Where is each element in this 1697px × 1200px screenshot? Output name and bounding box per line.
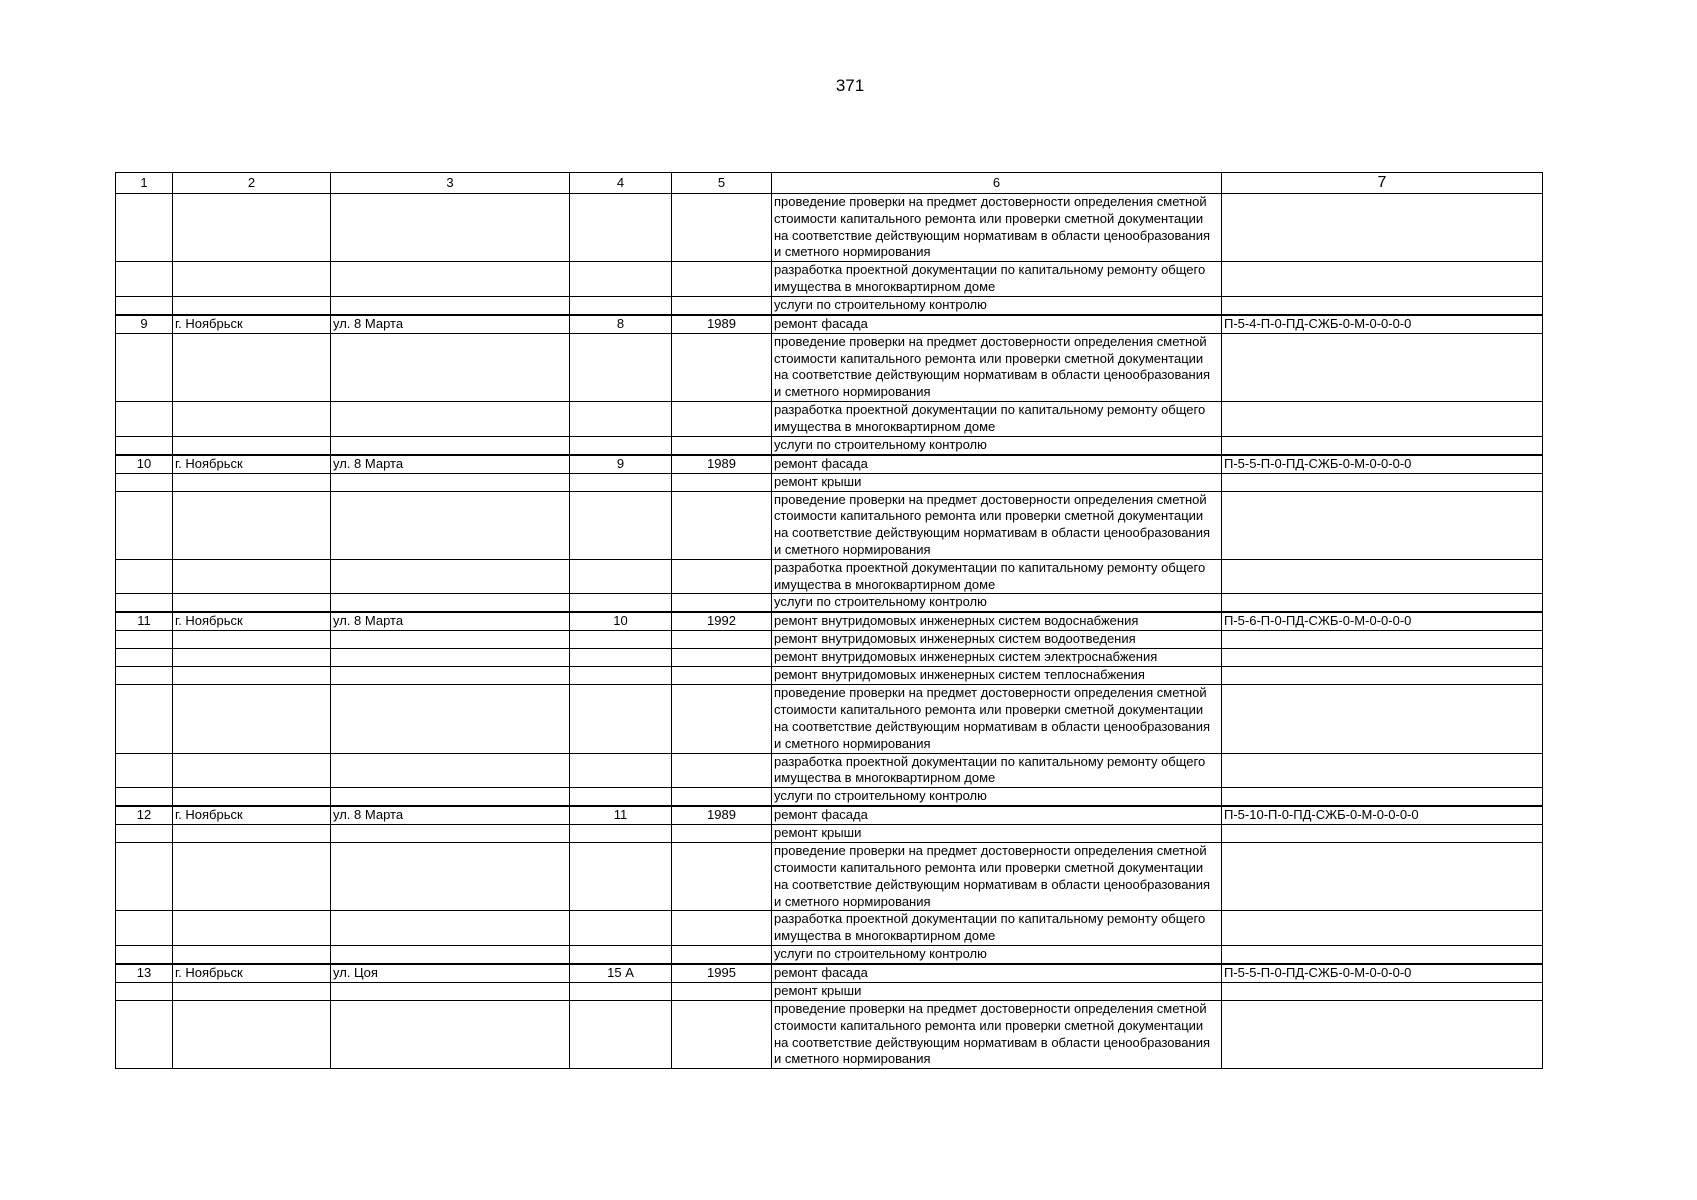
cell-city	[173, 194, 331, 262]
cell-document-code: П-5-6-П-0-ПД-СЖБ-0-М-0-0-0-0	[1222, 612, 1543, 631]
cell-street	[331, 667, 570, 685]
cell-year-built	[672, 649, 772, 667]
table-row	[116, 982, 1543, 1000]
cell-work-type: ремонт внутридомовых инженерных систем водоснабжения	[772, 612, 1222, 631]
cell-city	[173, 559, 331, 594]
cell-document-code	[1222, 491, 1543, 559]
cell-row-number	[116, 262, 173, 297]
cell-document-code: П-5-4-П-0-ПД-СЖБ-0-М-0-0-0-0	[1222, 315, 1543, 334]
cell-street	[331, 825, 570, 843]
cell-year-built: 1992	[672, 612, 772, 631]
cell-city	[173, 262, 331, 297]
table-row	[116, 262, 1543, 297]
cell-work-type: услуги по строительному контролю	[772, 296, 1222, 315]
cell-work-type: разработка проектной документации по капитальному ремонту общего имущества в многоквартирном доме	[772, 401, 1222, 436]
cell-row-number: 11	[116, 612, 173, 631]
cell-document-code: П-5-5-П-0-ПД-СЖБ-0-М-0-0-0-0	[1222, 455, 1543, 474]
cell-year-built	[672, 491, 772, 559]
cell-year-built	[672, 982, 772, 1000]
cell-work-type: ремонт фасада	[772, 806, 1222, 825]
cell-city: г. Ноябрьск	[173, 315, 331, 334]
cell-document-code	[1222, 631, 1543, 649]
cell-city: г. Ноябрьск	[173, 806, 331, 825]
cell-street	[331, 401, 570, 436]
cell-row-number	[116, 788, 173, 807]
cell-street	[331, 911, 570, 946]
cell-house-number	[570, 473, 672, 491]
cell-row-number: 13	[116, 964, 173, 983]
cell-document-code	[1222, 753, 1543, 788]
table-row	[116, 473, 1543, 491]
cell-year-built	[672, 825, 772, 843]
cell-city	[173, 825, 331, 843]
table-row	[116, 667, 1543, 685]
cell-street	[331, 559, 570, 594]
cell-row-number	[116, 685, 173, 753]
cell-year-built: 1995	[672, 964, 772, 983]
cell-house-number	[570, 945, 672, 964]
cell-row-number	[116, 594, 173, 613]
cell-year-built: 1989	[672, 806, 772, 825]
table-row	[116, 631, 1543, 649]
cell-year-built	[672, 631, 772, 649]
cell-year-built	[672, 559, 772, 594]
table-row	[116, 559, 1543, 594]
cell-work-type: разработка проектной документации по капитальному ремонту общего имущества в многоквартирном доме	[772, 753, 1222, 788]
cell-row-number	[116, 436, 173, 455]
cell-street: ул. 8 Марта	[331, 806, 570, 825]
table-row	[116, 401, 1543, 436]
cell-house-number	[570, 262, 672, 297]
cell-document-code	[1222, 333, 1543, 401]
cell-row-number	[116, 491, 173, 559]
column-header: 5	[672, 173, 772, 194]
cell-city	[173, 473, 331, 491]
cell-row-number	[116, 631, 173, 649]
cell-house-number	[570, 753, 672, 788]
table-row	[116, 843, 1543, 911]
cell-city	[173, 296, 331, 315]
cell-year-built	[672, 594, 772, 613]
table-row	[116, 491, 1543, 559]
cell-document-code	[1222, 667, 1543, 685]
cell-work-type: услуги по строительному контролю	[772, 788, 1222, 807]
cell-city	[173, 753, 331, 788]
cell-street	[331, 594, 570, 613]
cell-row-number	[116, 473, 173, 491]
cell-house-number	[570, 436, 672, 455]
cell-document-code	[1222, 825, 1543, 843]
cell-house-number: 11	[570, 806, 672, 825]
cell-house-number	[570, 594, 672, 613]
cell-year-built	[672, 945, 772, 964]
cell-house-number	[570, 911, 672, 946]
cell-document-code	[1222, 296, 1543, 315]
table-row	[116, 825, 1543, 843]
cell-house-number	[570, 401, 672, 436]
cell-document-code	[1222, 982, 1543, 1000]
cell-street	[331, 753, 570, 788]
cell-row-number	[116, 401, 173, 436]
cell-year-built	[672, 911, 772, 946]
cell-street	[331, 982, 570, 1000]
cell-work-type: проведение проверки на предмет достоверности определения сметной стоимости капитального ремонта или проверки сметной документации на соответствие действующим нормативам в области ценообразования и сметного нормирования	[772, 843, 1222, 911]
page-number: 371	[835, 76, 865, 95]
cell-document-code	[1222, 436, 1543, 455]
cell-city	[173, 631, 331, 649]
cell-work-type: разработка проектной документации по капитальному ремонту общего имущества в многоквартирном доме	[772, 559, 1222, 594]
cell-year-built	[672, 1000, 772, 1068]
cell-work-type: ремонт крыши	[772, 982, 1222, 1000]
cell-document-code	[1222, 911, 1543, 946]
table-row	[116, 806, 1543, 825]
cell-city	[173, 843, 331, 911]
cell-work-type: ремонт внутридомовых инженерных систем электроснабжения	[772, 649, 1222, 667]
cell-year-built	[672, 843, 772, 911]
cell-house-number	[570, 491, 672, 559]
cell-city	[173, 491, 331, 559]
cell-city	[173, 436, 331, 455]
cell-city	[173, 685, 331, 753]
cell-row-number	[116, 945, 173, 964]
column-header: 3	[331, 173, 570, 194]
cell-house-number	[570, 333, 672, 401]
cell-work-type: проведение проверки на предмет достоверности определения сметной стоимости капитального ремонта или проверки сметной документации на соответствие действующим нормативам в области ценообразования и сметного нормирования	[772, 685, 1222, 753]
cell-row-number	[116, 559, 173, 594]
cell-row-number	[116, 667, 173, 685]
cell-house-number: 9	[570, 455, 672, 474]
cell-city: г. Ноябрьск	[173, 964, 331, 983]
cell-document-code: П-5-10-П-0-ПД-СЖБ-0-М-0-0-0-0	[1222, 806, 1543, 825]
cell-city	[173, 1000, 331, 1068]
table-row	[116, 194, 1543, 262]
cell-house-number	[570, 649, 672, 667]
cell-city	[173, 401, 331, 436]
cell-house-number	[570, 788, 672, 807]
cell-street	[331, 333, 570, 401]
cell-city	[173, 911, 331, 946]
cell-work-type: ремонт фасада	[772, 315, 1222, 334]
cell-row-number	[116, 1000, 173, 1068]
cell-year-built	[672, 262, 772, 297]
table-row	[116, 333, 1543, 401]
table-row	[116, 685, 1543, 753]
cell-street	[331, 945, 570, 964]
cell-house-number	[570, 685, 672, 753]
cell-document-code	[1222, 559, 1543, 594]
column-header: 4	[570, 173, 672, 194]
cell-document-code	[1222, 649, 1543, 667]
cell-city: г. Ноябрьск	[173, 612, 331, 631]
cell-row-number: 9	[116, 315, 173, 334]
cell-work-type: проведение проверки на предмет достоверности определения сметной стоимости капитального ремонта или проверки сметной документации на соответствие действующим нормативам в области ценообразования и сметного нормирования	[772, 194, 1222, 262]
cell-row-number	[116, 649, 173, 667]
cell-street	[331, 685, 570, 753]
cell-street	[331, 296, 570, 315]
table-row	[116, 649, 1543, 667]
cell-document-code	[1222, 788, 1543, 807]
cell-work-type: проведение проверки на предмет достоверности определения сметной стоимости капитального ремонта или проверки сметной документации на соответствие действующим нормативам в области ценообразования и сметного нормирования	[772, 1000, 1222, 1068]
cell-document-code	[1222, 843, 1543, 911]
table-row	[116, 612, 1543, 631]
cell-street	[331, 262, 570, 297]
cell-work-type: проведение проверки на предмет достоверности определения сметной стоимости капитального ремонта или проверки сметной документации на соответствие действующим нормативам в области ценообразования и сметного нормирования	[772, 333, 1222, 401]
cell-house-number: 10	[570, 612, 672, 631]
cell-city	[173, 649, 331, 667]
cell-year-built	[672, 296, 772, 315]
cell-work-type: разработка проектной документации по капитальному ремонту общего имущества в многоквартирном доме	[772, 262, 1222, 297]
cell-year-built	[672, 667, 772, 685]
cell-document-code	[1222, 1000, 1543, 1068]
cell-work-type: услуги по строительному контролю	[772, 594, 1222, 613]
cell-document-code: П-5-5-П-0-ПД-СЖБ-0-М-0-0-0-0	[1222, 964, 1543, 983]
cell-street: ул. Цоя	[331, 964, 570, 983]
cell-work-type: ремонт внутридомовых инженерных систем водоотведения	[772, 631, 1222, 649]
cell-street	[331, 649, 570, 667]
cell-house-number: 15 А	[570, 964, 672, 983]
cell-house-number	[570, 559, 672, 594]
cell-year-built	[672, 401, 772, 436]
cell-city	[173, 594, 331, 613]
cell-year-built	[672, 333, 772, 401]
cell-work-type: услуги по строительному контролю	[772, 945, 1222, 964]
cell-row-number	[116, 911, 173, 946]
cell-row-number	[116, 753, 173, 788]
cell-street	[331, 631, 570, 649]
table-row	[116, 296, 1543, 315]
cell-street: ул. 8 Марта	[331, 455, 570, 474]
cell-document-code	[1222, 194, 1543, 262]
cell-year-built	[672, 753, 772, 788]
table-row	[116, 1000, 1543, 1068]
cell-year-built: 1989	[672, 315, 772, 334]
cell-document-code	[1222, 262, 1543, 297]
cell-row-number: 10	[116, 455, 173, 474]
cell-year-built	[672, 194, 772, 262]
cell-street	[331, 473, 570, 491]
cell-document-code	[1222, 685, 1543, 753]
cell-work-type: услуги по строительному контролю	[772, 436, 1222, 455]
cell-city	[173, 945, 331, 964]
cell-street	[331, 843, 570, 911]
column-header: 7	[1222, 173, 1543, 194]
table-row	[116, 315, 1543, 334]
cell-work-type: ремонт фасада	[772, 455, 1222, 474]
column-header: 1	[116, 173, 173, 194]
cell-work-type: ремонт крыши	[772, 473, 1222, 491]
column-header: 6	[772, 173, 1222, 194]
cell-street	[331, 194, 570, 262]
cell-street	[331, 491, 570, 559]
cell-document-code	[1222, 401, 1543, 436]
cell-work-type: разработка проектной документации по капитальному ремонту общего имущества в многоквартирном доме	[772, 911, 1222, 946]
cell-work-type: ремонт внутридомовых инженерных систем теплоснабжения	[772, 667, 1222, 685]
cell-house-number	[570, 631, 672, 649]
cell-work-type: ремонт крыши	[772, 825, 1222, 843]
cell-house-number	[570, 667, 672, 685]
cell-street	[331, 436, 570, 455]
cell-city: г. Ноябрьск	[173, 455, 331, 474]
cell-street: ул. 8 Марта	[331, 612, 570, 631]
cell-work-type: проведение проверки на предмет достоверности определения сметной стоимости капитального ремонта или проверки сметной документации на соответствие действующим нормативам в области ценообразования и сметного нормирования	[772, 491, 1222, 559]
cell-city	[173, 788, 331, 807]
table-row	[116, 594, 1543, 613]
cell-city	[173, 667, 331, 685]
cell-city	[173, 333, 331, 401]
capital-repair-table	[115, 172, 1543, 1069]
cell-work-type: ремонт фасада	[772, 964, 1222, 983]
cell-row-number	[116, 982, 173, 1000]
cell-row-number: 12	[116, 806, 173, 825]
cell-row-number	[116, 825, 173, 843]
table-row	[116, 753, 1543, 788]
cell-year-built	[672, 436, 772, 455]
header-row	[116, 173, 1543, 194]
cell-city	[173, 982, 331, 1000]
cell-year-built	[672, 788, 772, 807]
column-header: 2	[173, 173, 331, 194]
cell-house-number: 8	[570, 315, 672, 334]
cell-row-number	[116, 296, 173, 315]
table-row	[116, 911, 1543, 946]
table-row	[116, 788, 1543, 807]
cell-document-code	[1222, 473, 1543, 491]
cell-house-number	[570, 843, 672, 911]
cell-year-built	[672, 473, 772, 491]
cell-house-number	[570, 825, 672, 843]
cell-street	[331, 1000, 570, 1068]
table-body	[116, 194, 1543, 1069]
cell-document-code	[1222, 945, 1543, 964]
cell-row-number	[116, 333, 173, 401]
cell-house-number	[570, 194, 672, 262]
cell-street	[331, 788, 570, 807]
table-row	[116, 945, 1543, 964]
cell-house-number	[570, 296, 672, 315]
cell-street: ул. 8 Марта	[331, 315, 570, 334]
cell-house-number	[570, 1000, 672, 1068]
cell-house-number	[570, 982, 672, 1000]
table-row	[116, 964, 1543, 983]
cell-year-built	[672, 685, 772, 753]
cell-document-code	[1222, 594, 1543, 613]
table-row	[116, 436, 1543, 455]
cell-row-number	[116, 843, 173, 911]
cell-year-built: 1989	[672, 455, 772, 474]
cell-row-number	[116, 194, 173, 262]
table-row	[116, 455, 1543, 474]
